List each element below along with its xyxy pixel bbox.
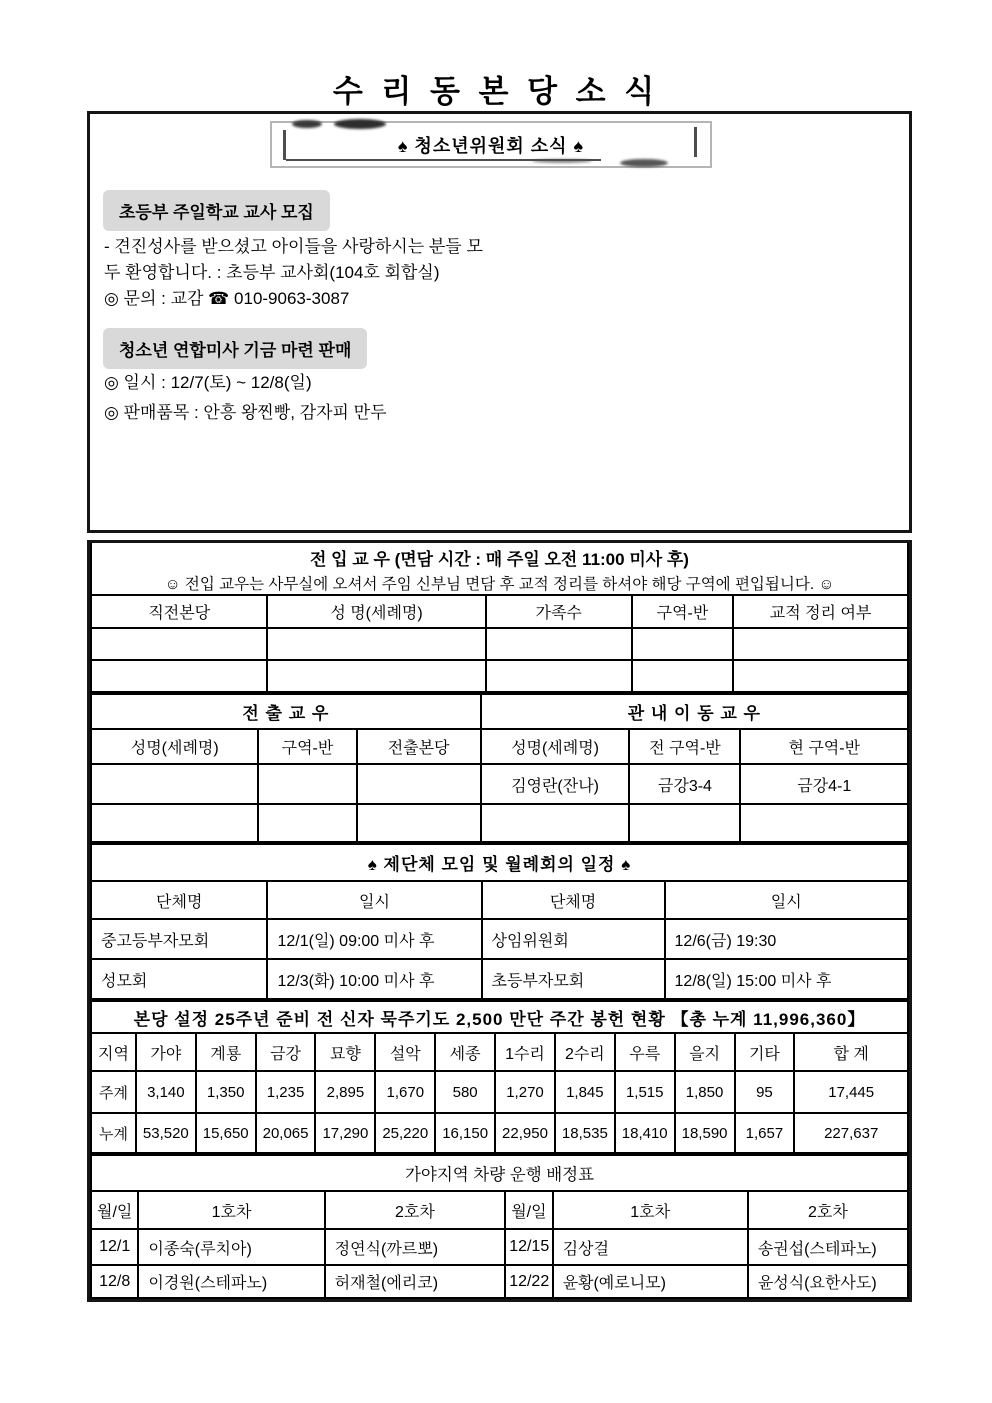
rosary-title: 본당 설정 25주년 준비 전 신자 묵주기도 2,500 만단 주간 봉헌 현황 【총 누계 11,996,360】 bbox=[91, 1001, 908, 1033]
header-cell: 일시 bbox=[665, 881, 908, 919]
data-cell: 12/6(금) 19:30 bbox=[665, 919, 908, 959]
data-cell bbox=[481, 804, 630, 842]
header-cell: 1수리 bbox=[495, 1033, 555, 1071]
data-cell: 1,670 bbox=[375, 1071, 435, 1113]
data-cell: 16,150 bbox=[435, 1113, 495, 1153]
data-cell bbox=[267, 628, 485, 660]
data-cell: 1,845 bbox=[555, 1071, 615, 1113]
banner-title: ♠ 청소년위원회 소식 ♠ bbox=[397, 135, 585, 156]
header-cell: 가야 bbox=[136, 1033, 196, 1071]
data-cell: 17,445 bbox=[794, 1071, 908, 1113]
data-cell: 12/8(일) 15:00 미사 후 bbox=[665, 959, 908, 999]
transfer-in-table bbox=[90, 543, 909, 693]
data-cell: 초등부자모회 bbox=[482, 959, 665, 999]
data-cell bbox=[258, 804, 356, 842]
header-cell: 설악 bbox=[375, 1033, 435, 1071]
header-cell: 1호차 bbox=[138, 1191, 324, 1229]
data-cell bbox=[632, 660, 733, 692]
tables-box bbox=[87, 540, 912, 1302]
header-cell: 1호차 bbox=[553, 1191, 748, 1229]
data-cell bbox=[258, 764, 356, 804]
data-cell: 95 bbox=[735, 1071, 795, 1113]
header-cell: 단체명 bbox=[482, 881, 665, 919]
youth-committee-banner bbox=[270, 121, 712, 168]
transfer-in-title-cell bbox=[91, 543, 908, 595]
header-cell: 현 구역-반 bbox=[740, 729, 908, 764]
data-cell: 25,220 bbox=[375, 1113, 435, 1153]
text-line: - 견진성사를 받으셨고 아이들을 사랑하시는 분들 모 bbox=[104, 237, 483, 256]
header-cell: 일시 bbox=[267, 881, 481, 919]
intra-move-title: 관 내 이 동 교 우 bbox=[481, 694, 908, 729]
data-cell bbox=[267, 660, 485, 692]
teacher-recruit-label: 초등부 주일학교 교사 모집 bbox=[103, 190, 330, 231]
data-cell: 1,515 bbox=[615, 1071, 675, 1113]
header-cell: 계룡 bbox=[196, 1033, 256, 1071]
text-line: ◎ 판매품목 : 안흥 왕찐빵, 감자피 만두 bbox=[104, 403, 387, 422]
transfer-in-title: 전 입 교 우 (면담 시간 : 매 주일 오전 11:00 미사 후) bbox=[310, 550, 689, 569]
data-cell: 윤황(예로니모) bbox=[553, 1265, 748, 1298]
data-cell bbox=[629, 804, 740, 842]
data-cell: 18,590 bbox=[675, 1113, 735, 1153]
data-cell: 금강3-4 bbox=[629, 764, 740, 804]
data-cell: 김영란(잔나) bbox=[481, 764, 630, 804]
header-cell: 성명(세례명) bbox=[91, 729, 258, 764]
data-cell: 허재철(에리코) bbox=[325, 1265, 506, 1298]
data-cell bbox=[91, 628, 267, 660]
data-cell bbox=[733, 660, 908, 692]
text-line: 두 환영합니다. : 초등부 교사회(104호 회합실) bbox=[104, 263, 440, 282]
data-cell: 김상걸 bbox=[553, 1229, 748, 1265]
data-cell: 윤성식(요한사도) bbox=[748, 1265, 908, 1298]
data-cell: 22,950 bbox=[495, 1113, 555, 1153]
data-cell bbox=[91, 660, 267, 692]
header-cell: 우륵 bbox=[615, 1033, 675, 1071]
data-cell: 18,410 bbox=[615, 1113, 675, 1153]
header-cell: 2수리 bbox=[555, 1033, 615, 1071]
data-cell: 2,895 bbox=[315, 1071, 375, 1113]
data-cell: 1,657 bbox=[735, 1113, 795, 1153]
data-cell: 12/1(일) 09:00 미사 후 bbox=[267, 919, 481, 959]
youth-news-box bbox=[87, 111, 912, 533]
data-cell bbox=[91, 764, 258, 804]
data-cell bbox=[357, 764, 481, 804]
meetings-title: ♠ 제단체 모임 및 월례회의 일정 ♠ bbox=[91, 844, 908, 881]
header-cell: 월/일 bbox=[91, 1191, 138, 1229]
text-line: ◎ 문의 : 교감 ☎ 010-9063-3087 bbox=[104, 289, 350, 308]
text-line: ◎ 일시 : 12/7(토) ~ 12/8(일) bbox=[104, 373, 312, 392]
data-cell: 12/8 bbox=[91, 1265, 138, 1298]
header-cell: 지역 bbox=[91, 1033, 136, 1071]
header-cell: 교적 정리 여부 bbox=[733, 595, 908, 628]
data-cell: 1,235 bbox=[256, 1071, 316, 1113]
vehicle-table bbox=[90, 1154, 909, 1299]
data-cell: 53,520 bbox=[136, 1113, 196, 1153]
data-cell: 금강4-1 bbox=[740, 764, 908, 804]
data-cell bbox=[91, 804, 258, 842]
transfer-out-table bbox=[90, 693, 909, 843]
header-cell: 금강 bbox=[256, 1033, 316, 1071]
header-cell: 단체명 bbox=[91, 881, 267, 919]
data-cell bbox=[357, 804, 481, 842]
data-cell: 이경원(스테파노) bbox=[138, 1265, 324, 1298]
data-cell: 12/22 bbox=[505, 1265, 552, 1298]
data-cell: 정연식(까르뽀) bbox=[325, 1229, 506, 1265]
data-cell: 3,140 bbox=[136, 1071, 196, 1113]
rosary-table bbox=[90, 1000, 909, 1154]
data-cell: 12/1 bbox=[91, 1229, 138, 1265]
header-cell: 직전본당 bbox=[91, 595, 267, 628]
meetings-table bbox=[90, 843, 909, 1000]
transfer-in-subtitle: ☺ 전입 교우는 사무실에 오셔서 주임 신부님 면담 후 교적 정리를 하셔야 해당 구역에 편입됩니다. ☺ bbox=[164, 576, 835, 593]
header-cell: 구역-반 bbox=[632, 595, 733, 628]
data-cell: 18,535 bbox=[555, 1113, 615, 1153]
data-cell: 20,065 bbox=[256, 1113, 316, 1153]
data-cell bbox=[740, 804, 908, 842]
header-cell: 2호차 bbox=[748, 1191, 908, 1229]
header-cell: 성 명(세례명) bbox=[267, 595, 485, 628]
teacher-recruit-text bbox=[104, 234, 483, 312]
header-cell: 월/일 bbox=[505, 1191, 552, 1229]
data-cell: 성모회 bbox=[91, 959, 267, 999]
data-cell: 누계 bbox=[91, 1113, 136, 1153]
header-cell: 구역-반 bbox=[258, 729, 356, 764]
header-cell: 세종 bbox=[435, 1033, 495, 1071]
fund-sale-text bbox=[104, 368, 387, 428]
data-cell: 15,650 bbox=[196, 1113, 256, 1153]
header-cell: 전 구역-반 bbox=[629, 729, 740, 764]
header-cell: 묘향 bbox=[315, 1033, 375, 1071]
header-cell: 2호차 bbox=[325, 1191, 506, 1229]
header-cell: 합 계 bbox=[794, 1033, 908, 1071]
data-cell bbox=[486, 628, 632, 660]
data-cell: 1,270 bbox=[495, 1071, 555, 1113]
transfer-out-title: 전 출 교 우 bbox=[91, 694, 481, 729]
data-cell: 1,850 bbox=[675, 1071, 735, 1113]
data-cell: 중고등부자모회 bbox=[91, 919, 267, 959]
page-title: 수 리 동 본 당 소 식 bbox=[332, 74, 660, 109]
data-cell: 227,637 bbox=[794, 1113, 908, 1153]
fund-sale-label: 청소년 연합미사 기금 마련 판매 bbox=[103, 328, 367, 369]
data-cell: 상임위원회 bbox=[482, 919, 665, 959]
header-cell: 전출본당 bbox=[357, 729, 481, 764]
data-cell: 송권섭(스테파노) bbox=[748, 1229, 908, 1265]
header-cell: 가족수 bbox=[486, 595, 632, 628]
data-cell: 12/15 bbox=[505, 1229, 552, 1265]
data-cell bbox=[632, 628, 733, 660]
header-cell: 을지 bbox=[675, 1033, 735, 1071]
data-cell: 580 bbox=[435, 1071, 495, 1113]
vehicle-title: 가야지역 차량 운행 배정표 bbox=[91, 1155, 908, 1191]
data-cell: 12/3(화) 10:00 미사 후 bbox=[267, 959, 481, 999]
data-cell: 이종숙(루치아) bbox=[138, 1229, 324, 1265]
data-cell bbox=[486, 660, 632, 692]
data-cell bbox=[733, 628, 908, 660]
header-cell: 성명(세례명) bbox=[481, 729, 630, 764]
data-cell: 1,350 bbox=[196, 1071, 256, 1113]
header-cell: 기타 bbox=[735, 1033, 795, 1071]
data-cell: 17,290 bbox=[315, 1113, 375, 1153]
data-cell: 주계 bbox=[91, 1071, 136, 1113]
